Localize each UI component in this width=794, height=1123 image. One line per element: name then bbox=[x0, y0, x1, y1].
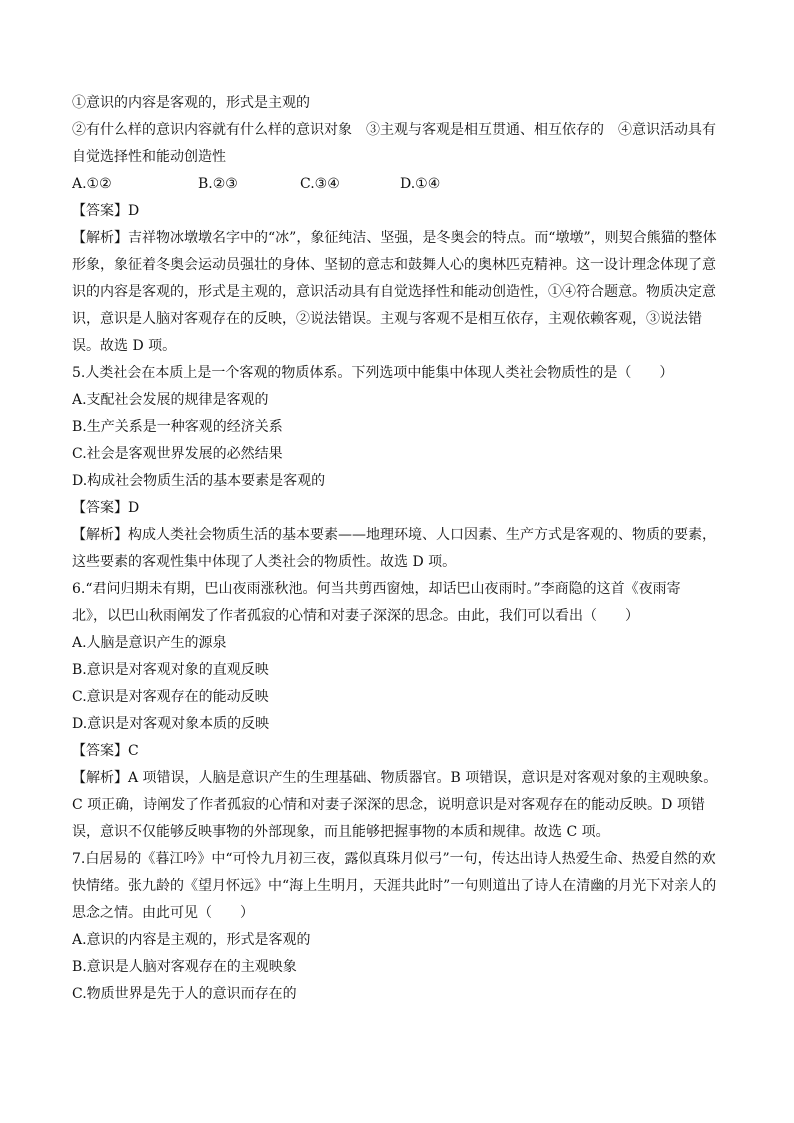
question-6-analysis-line: 【解析】A 项错误，人脑是意识产生的生理基础、物质器官。B 项错误，意识是对客观对象的主观映象。 bbox=[72, 770, 718, 786]
question-6-answer: 【答案】C bbox=[72, 743, 139, 759]
statement-1: ①意识的内容是客观的，形式是主观的 bbox=[72, 95, 310, 111]
question-5-stem: 5.人类社会在本质上是一个客观的物质体系。下列选项中能集中体现人类社会物质性的是（ ） bbox=[72, 365, 674, 381]
analysis-line: 误。故选 D 项。 bbox=[72, 338, 177, 354]
question-5-analysis-line: 这些要素的客观性集中体现了人类社会的物质性。故选 D 项。 bbox=[72, 554, 457, 570]
analysis-line: 【解析】吉祥物冰墩墩名字中的“冰”，象征纯洁、坚强，是冬奥会的特点。而“墩墩”，则契合熊猫的整体 bbox=[72, 230, 717, 246]
options-row bbox=[72, 171, 722, 198]
question-5-option-a: A.支配社会发展的规律是客观的 bbox=[72, 392, 269, 408]
option-c: C.③④ bbox=[300, 176, 340, 192]
question-6-stem-line: 北》，以巴山秋雨阐发了作者孤寂的心情和对妻子深深的思念。由此，我们可以看出（ ） bbox=[72, 608, 639, 624]
question-7-option-b: B.意识是人脑对客观存在的主观映象 bbox=[72, 959, 297, 975]
statement-4-continued: 自觉选择性和能动创造性 bbox=[72, 149, 226, 165]
analysis-line: 识的内容是客观的，形式是主观的，意识活动具有自觉选择性和能动创造性，①④符合题意。物质决定意 bbox=[72, 284, 716, 300]
question-7-stem-line: 快情绪。张九龄的《望月怀远》中“海上生明月，天涯共此时”一句则道出了诗人在清幽的月光下对亲人的 bbox=[72, 878, 717, 894]
question-5-option-d: D.构成社会物质生活的基本要素是客观的 bbox=[72, 473, 326, 489]
question-7-option-a: A.意识的内容是主观的，形式是客观的 bbox=[72, 932, 311, 948]
question-5-answer: 【答案】D bbox=[72, 500, 140, 516]
question-6-analysis-line: 误，意识不仅能够反映事物的外部现象，而且能够把握事物的本质和规律。故选 C 项。 bbox=[72, 824, 610, 840]
question-5-option-b: B.生产关系是一种客观的经济关系 bbox=[72, 419, 283, 435]
question-5-option-c: C.社会是客观世界发展的必然结果 bbox=[72, 446, 283, 462]
analysis-line: 形象，象征着冬奥会运动员强壮的身体、坚韧的意志和鼓舞人心的奥林匹克精神。这一设计理念体现了意 bbox=[72, 257, 716, 273]
question-5-analysis-line: 【解析】构成人类社会物质生活的基本要素——地理环境、人口因素、生产方式是客观的、物质的要素， bbox=[72, 527, 716, 543]
question-6-analysis-line: C 项正确，诗阐发了作者孤寂的心情和对妻子深深的思念，说明意识是对客观存在的能动反映。D 项错 bbox=[72, 797, 705, 813]
analysis-line: 识，意识是人脑对客观存在的反映，②说法错误。主观与客观不是相互依存，主观依赖客观，③说法错 bbox=[72, 311, 702, 327]
question-6-option-d: D.意识是对客观对象本质的反映 bbox=[72, 716, 270, 732]
option-b: B.②③ bbox=[198, 176, 238, 192]
question-6-option-b: B.意识是对客观对象的直观反映 bbox=[72, 662, 269, 678]
option-d: D.①④ bbox=[400, 176, 441, 192]
answer: 【答案】D bbox=[72, 203, 140, 219]
question-7-option-c: C.物质世界是先于人的意识而存在的 bbox=[72, 986, 297, 1002]
option-a: A.①② bbox=[72, 176, 112, 192]
statement-2-3-4: ②有什么样的意识内容就有什么样的意识对象 ③主观与客观是相互贯通、相互依存的 ④意识活动具有 bbox=[72, 122, 716, 138]
document-page bbox=[72, 90, 722, 1008]
question-6-stem-line: 6.“君问归期未有期，巴山夜雨涨秋池。何当共剪西窗烛，却话巴山夜雨时。”李商隐的这首《夜雨寄 bbox=[72, 581, 681, 597]
question-6-option-a: A.人脑是意识产生的源泉 bbox=[72, 635, 227, 651]
question-7-stem-line: 思念之情。由此可见（ ） bbox=[72, 905, 254, 921]
question-7-stem-line: 7.白居易的《暮江吟》中“可怜九月初三夜，露似真珠月似弓”一句，传达出诗人热爱生命、热爱自然的欢 bbox=[72, 851, 716, 867]
question-6-option-c: C.意识是对客观存在的能动反映 bbox=[72, 689, 269, 705]
